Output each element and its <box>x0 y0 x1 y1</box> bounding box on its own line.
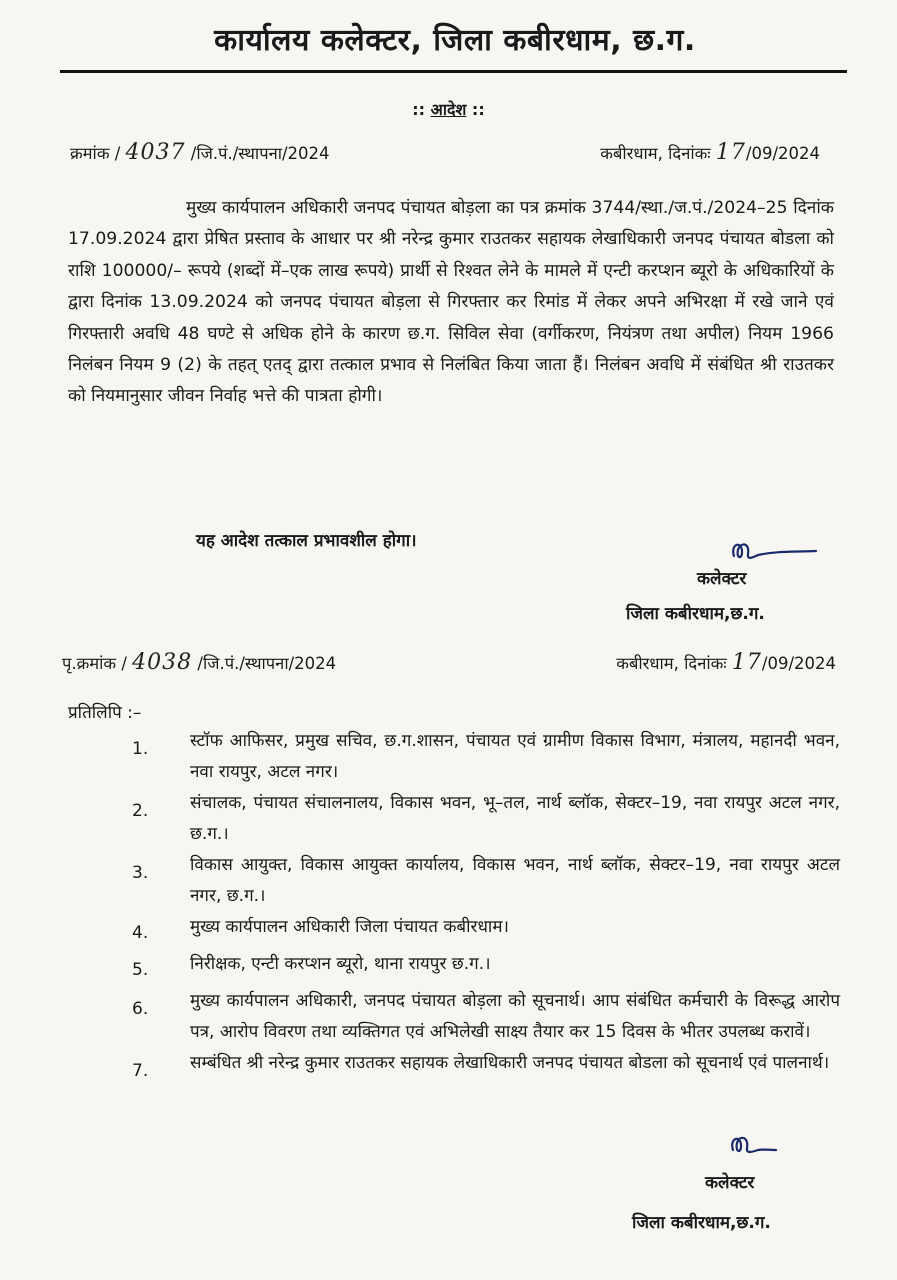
list-item <box>110 850 850 912</box>
copy-ref-number <box>62 650 336 675</box>
signatory-title-2: कलेक्टर <box>705 1173 755 1193</box>
order-effective-note: यह आदेश तत्काल प्रभावशील होगा। <box>196 531 417 551</box>
collector-signature-1 <box>728 534 820 566</box>
collector-signature-2 <box>728 1128 778 1158</box>
list-item-number: 7. <box>132 1061 149 1081</box>
order-ref-label: क्रमांक / <box>70 144 121 163</box>
order-heading-prefix: :: <box>412 100 431 119</box>
order-place-date <box>600 140 820 165</box>
copy-date-rest: /09/2024 <box>761 654 836 673</box>
list-item <box>110 949 850 986</box>
signatory-district-1: जिला कबीरधाम,छ.ग. <box>626 604 765 624</box>
order-heading-suffix: :: <box>466 100 485 119</box>
order-reference-line <box>70 140 840 170</box>
copy-handwritten-day: 17 <box>731 650 762 675</box>
list-item-text: मुख्य कार्यपालन अधिकारी जिला पंचायत कबीरधाम। <box>190 917 509 937</box>
copy-ref-handwritten-number: 4038 <box>132 650 193 675</box>
header-underline <box>60 70 847 73</box>
copy-ref-label: पृ.क्रमांक / <box>62 654 127 673</box>
office-header: कार्यालय कलेक्टर, जिला कबीरधाम, छ.ग. <box>214 23 696 58</box>
copy-ref-suffix: /जि.पं./स्थापना/2024 <box>197 654 337 673</box>
list-item-text: निरीक्षक, एन्टी करप्शन ब्यूरो, थाना रायपुर छ.ग.। <box>190 954 491 974</box>
order-ref-suffix: /जि.पं./स्थापना/2024 <box>190 144 330 163</box>
list-item <box>110 1048 850 1087</box>
copy-to-list <box>110 726 850 1087</box>
order-body-paragraph: मुख्य कार्यपालन अधिकारी जनपद पंचायत बोड़ला का पत्र क्रमांक 3744/स्था./ज.पं./2024–25 दिनांक 17.09.2024 द्वारा प्रेषित प्रस्ताव के आधार पर श्री नरेन्द्र कुमार राउतकर सहायक लेखाधिकारी जनपद पंचायत बोडला को राशि 100000/– रूपये (शब्दों में–एक लाख रूपये) प्रार्थी से रिश्वत लेने के मामले में एन्टी करप्शन ब्यूरो के अधिकारियों के द्वारा दिनांक 13.09.2024 को जनपद पंचायत बोड़ला से गिरफ्तार कर रिमांड में लेकर अपने अभिरक्षा में रखे जाने एवं गिरफ्तारी अवधि 48 घण्टे से अधिक होने के कारण छ.ग. सिविल सेवा (वर्गीकरण, नियंत्रण तथा अपील) नियम 1966 निलंबन नियम 9 (2) के तहत् एतद् द्वारा तत्काल प्रभाव से निलंबित किया जाता हैं। निलंबन अवधि में संबंधित श्री राउतकर को नियमानुसार जीवन निर्वाह भत्ते की पात्रता होगी। <box>68 198 834 407</box>
list-item-number: 6. <box>132 999 149 1019</box>
list-item-text: स्टॉफ आफिसर, प्रमुख सचिव, छ.ग.शासन, पंचायत एवं ग्रामीण विकास विभाग, मंत्रालय, महानदी भवन, नवा रायपुर, अटल नगर। <box>190 731 840 782</box>
list-item <box>110 726 850 788</box>
order-heading <box>0 98 897 120</box>
list-item-number: 1. <box>132 739 149 759</box>
list-item <box>110 912 850 949</box>
copy-reference-line <box>62 650 840 680</box>
list-item-text: सम्बंधित श्री नरेन्द्र कुमार राउतकर सहायक लेखाधिकारी जनपद पंचायत बोडला को सूचनार्थ एवं पालनार्थ। <box>190 1053 830 1073</box>
list-item-number: 4. <box>132 923 149 943</box>
copy-place-date <box>616 650 836 675</box>
order-ref-number <box>70 140 330 165</box>
order-handwritten-day: 17 <box>715 140 746 165</box>
order-heading-text: आदेश <box>430 100 467 119</box>
copy-to-label: प्रतिलिपि :– <box>68 703 142 723</box>
signatory-district-2: जिला कबीरधाम,छ.ग. <box>632 1213 771 1233</box>
order-date-rest: /09/2024 <box>745 144 820 163</box>
list-item-text: मुख्य कार्यपालन अधिकारी, जनपद पंचायत बोड़ला को सूचनार्थ। आप संबंधित कर्मचारी के विरूद्ध आरोप पत्र, आरोप विवरण तथा व्यक्तिगत एवं अभिलेखी साक्ष्य तैयार कर 15 दिवस के भीतर उपलब्ध करावें। <box>190 991 840 1042</box>
list-item-text: विकास आयुक्त, विकास आयुक्त कार्यालय, विकास भवन, नार्थ ब्लॉक, सेक्टर–19, नवा रायपुर अटल नगर, छ.ग.। <box>190 855 840 906</box>
signatory-title-1: कलेक्टर <box>697 569 747 589</box>
list-item <box>110 788 850 850</box>
list-item-number: 3. <box>132 863 149 883</box>
list-item-number: 5. <box>132 960 149 980</box>
order-place-date-label: कबीरधाम, दिनांकः <box>600 144 711 163</box>
list-item <box>110 986 850 1048</box>
list-item-number: 2. <box>132 801 149 821</box>
order-ref-handwritten-number: 4037 <box>125 140 186 165</box>
copy-place-date-label: कबीरधाम, दिनांकः <box>616 654 727 673</box>
list-item-text: संचालक, पंचायत संचालनालय, विकास भवन, भू–तल, नार्थ ब्लॉक, सेक्टर–19, नवा रायपुर अटल नगर, छ.ग.। <box>190 793 840 844</box>
